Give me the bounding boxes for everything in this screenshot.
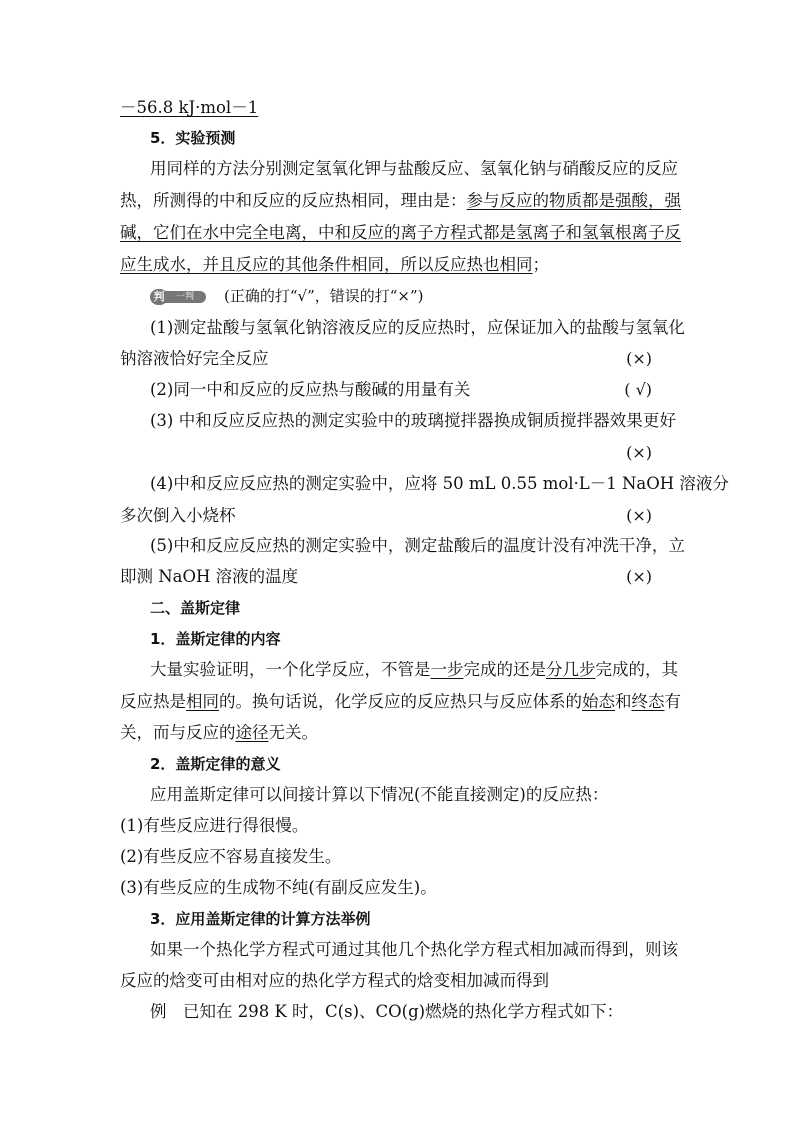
paragraph-line-2: 热，所测得的中和反应的反应热相同，理由是：参与反应的物质都是强酸，强 xyxy=(120,191,681,210)
content-line-1: 大量实验证明，一个化学反应，不管是一步完成的还是分几步完成的，其 xyxy=(150,660,678,679)
meaning-item-3: (3)有些反应的生成物不纯(有副反应发生)。 xyxy=(120,878,437,897)
heading-hess-example: 3．应用盖斯定律的计算方法举例 xyxy=(150,910,371,928)
content-line-3: 关，而与反应的途径无关。 xyxy=(120,723,318,742)
paragraph-line-4: 应生成水，并且反应的其他条件相同，所以反应热也相同； xyxy=(120,255,549,274)
answer-mark: (×) xyxy=(626,443,652,462)
meaning-item-1: (1)有些反应进行得很慢。 xyxy=(120,816,309,835)
question-2: (2)同一中和反应的反应热与酸碱的用量有关 ( √) xyxy=(150,380,652,399)
meaning-item-2: (2)有些反应不容易直接发生。 xyxy=(120,847,342,866)
meaning-line-1: 应用盖斯定律可以间接计算以下情况(不能直接测定)的反应热： xyxy=(150,785,609,804)
heading-hess-content: 1．盖斯定律的内容 xyxy=(150,630,281,648)
question-3: (3) 中和反应反应热的测定实验中的玻璃搅拌器换成铜质搅拌器效果更好 xyxy=(150,411,676,430)
value-line: －56.8 kJ·mol－1 xyxy=(120,98,259,117)
question-1-line-1: (1)测定盐酸与氢氧化钠溶液反应的反应热时，应保证加入的盐酸与氢氧化 xyxy=(150,318,685,337)
question-4-line-2: 多次倒入小烧杯 (×) xyxy=(120,506,652,525)
paragraph-line-1: 用同样的方法分别测定氢氧化钾与盐酸反应、氢氧化钠与硝酸反应的反应 xyxy=(150,159,678,178)
content-line-2: 反应热是相同的。换句话说，化学反应的反应热只与反应体系的始态和终态有 xyxy=(120,692,681,711)
section-heading-hess-law: 二、盖斯定律 xyxy=(150,599,241,617)
question-1-line-2: 钠溶液恰好完全反应 (×) xyxy=(120,349,652,368)
example-line-1: 如果一个热化学方程式可通过其他几个热化学方程式相加减而得到，则该 xyxy=(150,940,678,959)
question-5-line-2: 即测 NaOH 溶液的温度 (×) xyxy=(120,567,652,586)
judge-instruction: 判 一判 (正确的打“√”，错误的打“×”) xyxy=(150,286,676,306)
heading-hess-meaning: 2．盖斯定律的意义 xyxy=(150,755,281,773)
question-4-line-1: (4)中和反应反应热的测定实验中，应将 50 mL 0.55 mol·L－1 NaOH 溶液分 xyxy=(150,474,729,493)
example-statement: 例 已知在 298 K 时，C(s)、CO(g)燃烧的热化学方程式如下： xyxy=(150,1002,624,1021)
judge-badge-icon: 判 一判 xyxy=(150,289,206,305)
answer-mark: ( √) xyxy=(624,380,652,399)
question-5-line-1: (5)中和反应反应热的测定实验中，测定盐酸后的温度计没有冲洗干净，立 xyxy=(150,536,685,555)
answer-mark: (×) xyxy=(626,506,652,525)
answer-mark: (×) xyxy=(626,349,652,368)
answer-mark: (×) xyxy=(626,567,652,586)
heading-experiment-prediction: 5．实验预测 xyxy=(150,129,236,147)
paragraph-line-3: 碱，它们在水中完全电离，中和反应的离子方程式都是氢离子和氢氧根离子反 xyxy=(120,223,681,242)
example-line-2: 反应的焓变可由相对应的热化学方程式的焓变相加减而得到 xyxy=(120,971,549,990)
